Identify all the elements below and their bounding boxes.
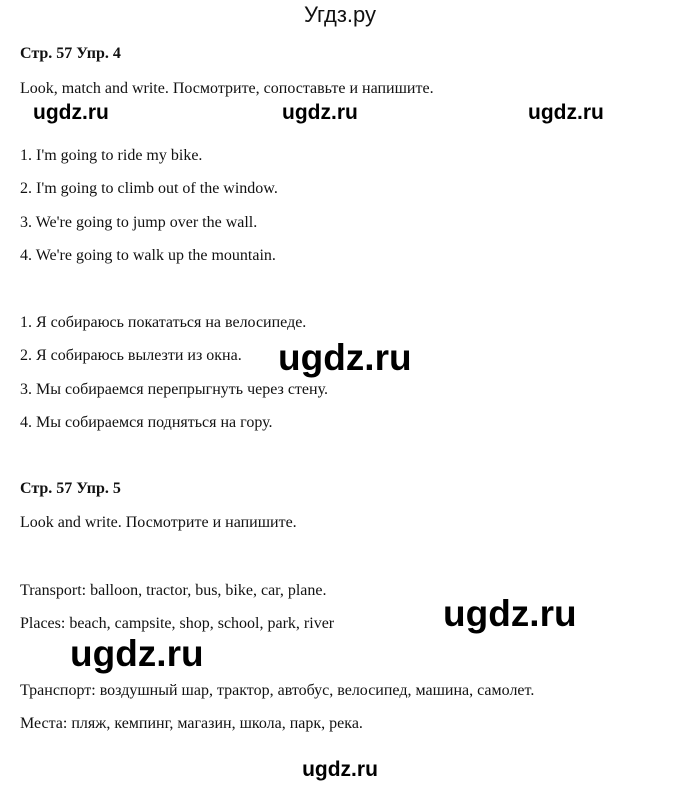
site-title: Угдз.ру: [303, 2, 377, 27]
watermark: ugdz.ru: [302, 758, 378, 781]
watermark: ugdz.ru: [528, 101, 604, 124]
exercise4-instruction: Look, match and write. Посмотрите, сопоставьте и напишите.: [20, 80, 434, 97]
exercise5-instruction: Look and write. Посмотрите и напишите.: [20, 514, 297, 531]
exercise4-english-line-2: 2. I'm going to climb out of the window.: [20, 180, 278, 197]
exercise4-russian-line-3: 3. Мы собираемся перепрыгнуть через стену.: [20, 381, 328, 398]
exercise4-english-line-1: 1. I'm going to ride my bike.: [20, 147, 203, 164]
exercise4-russian-line-2: 2. Я собираюсь вылезти из окна.: [20, 347, 242, 364]
exercise4-russian-line-1: 1. Я собираюсь покататься на велосипеде.: [20, 314, 307, 331]
watermark: ugdz.ru: [282, 101, 358, 124]
exercise5-russian-line-2: Места: пляж, кемпинг, магазин, школа, парк, река.: [20, 715, 363, 732]
watermark: ugdz.ru: [33, 101, 109, 124]
exercise4-russian-line-4: 4. Мы собираемся подняться на гору.: [20, 414, 273, 431]
watermark: ugdz.ru: [70, 633, 204, 674]
exercise4-english-line-4: 4. We're going to walk up the mountain.: [20, 247, 276, 264]
exercise5-english-line-1: Transport: balloon, tractor, bus, bike, car, plane.: [20, 582, 327, 599]
exercise5-russian-line-1: Транспорт: воздушный шар, трактор, автобус, велосипед, машина, самолет.: [20, 682, 535, 699]
exercise5-english-line-2: Places: beach, campsite, shop, school, park, river: [20, 615, 335, 632]
exercise4-heading: Стр. 57 Упр. 4: [20, 45, 121, 62]
watermark: ugdz.ru: [443, 593, 577, 634]
exercise4-english-line-3: 3. We're going to jump over the wall.: [20, 214, 258, 231]
exercise5-heading: Стр. 57 Упр. 5: [20, 480, 121, 497]
watermark: ugdz.ru: [278, 337, 412, 378]
